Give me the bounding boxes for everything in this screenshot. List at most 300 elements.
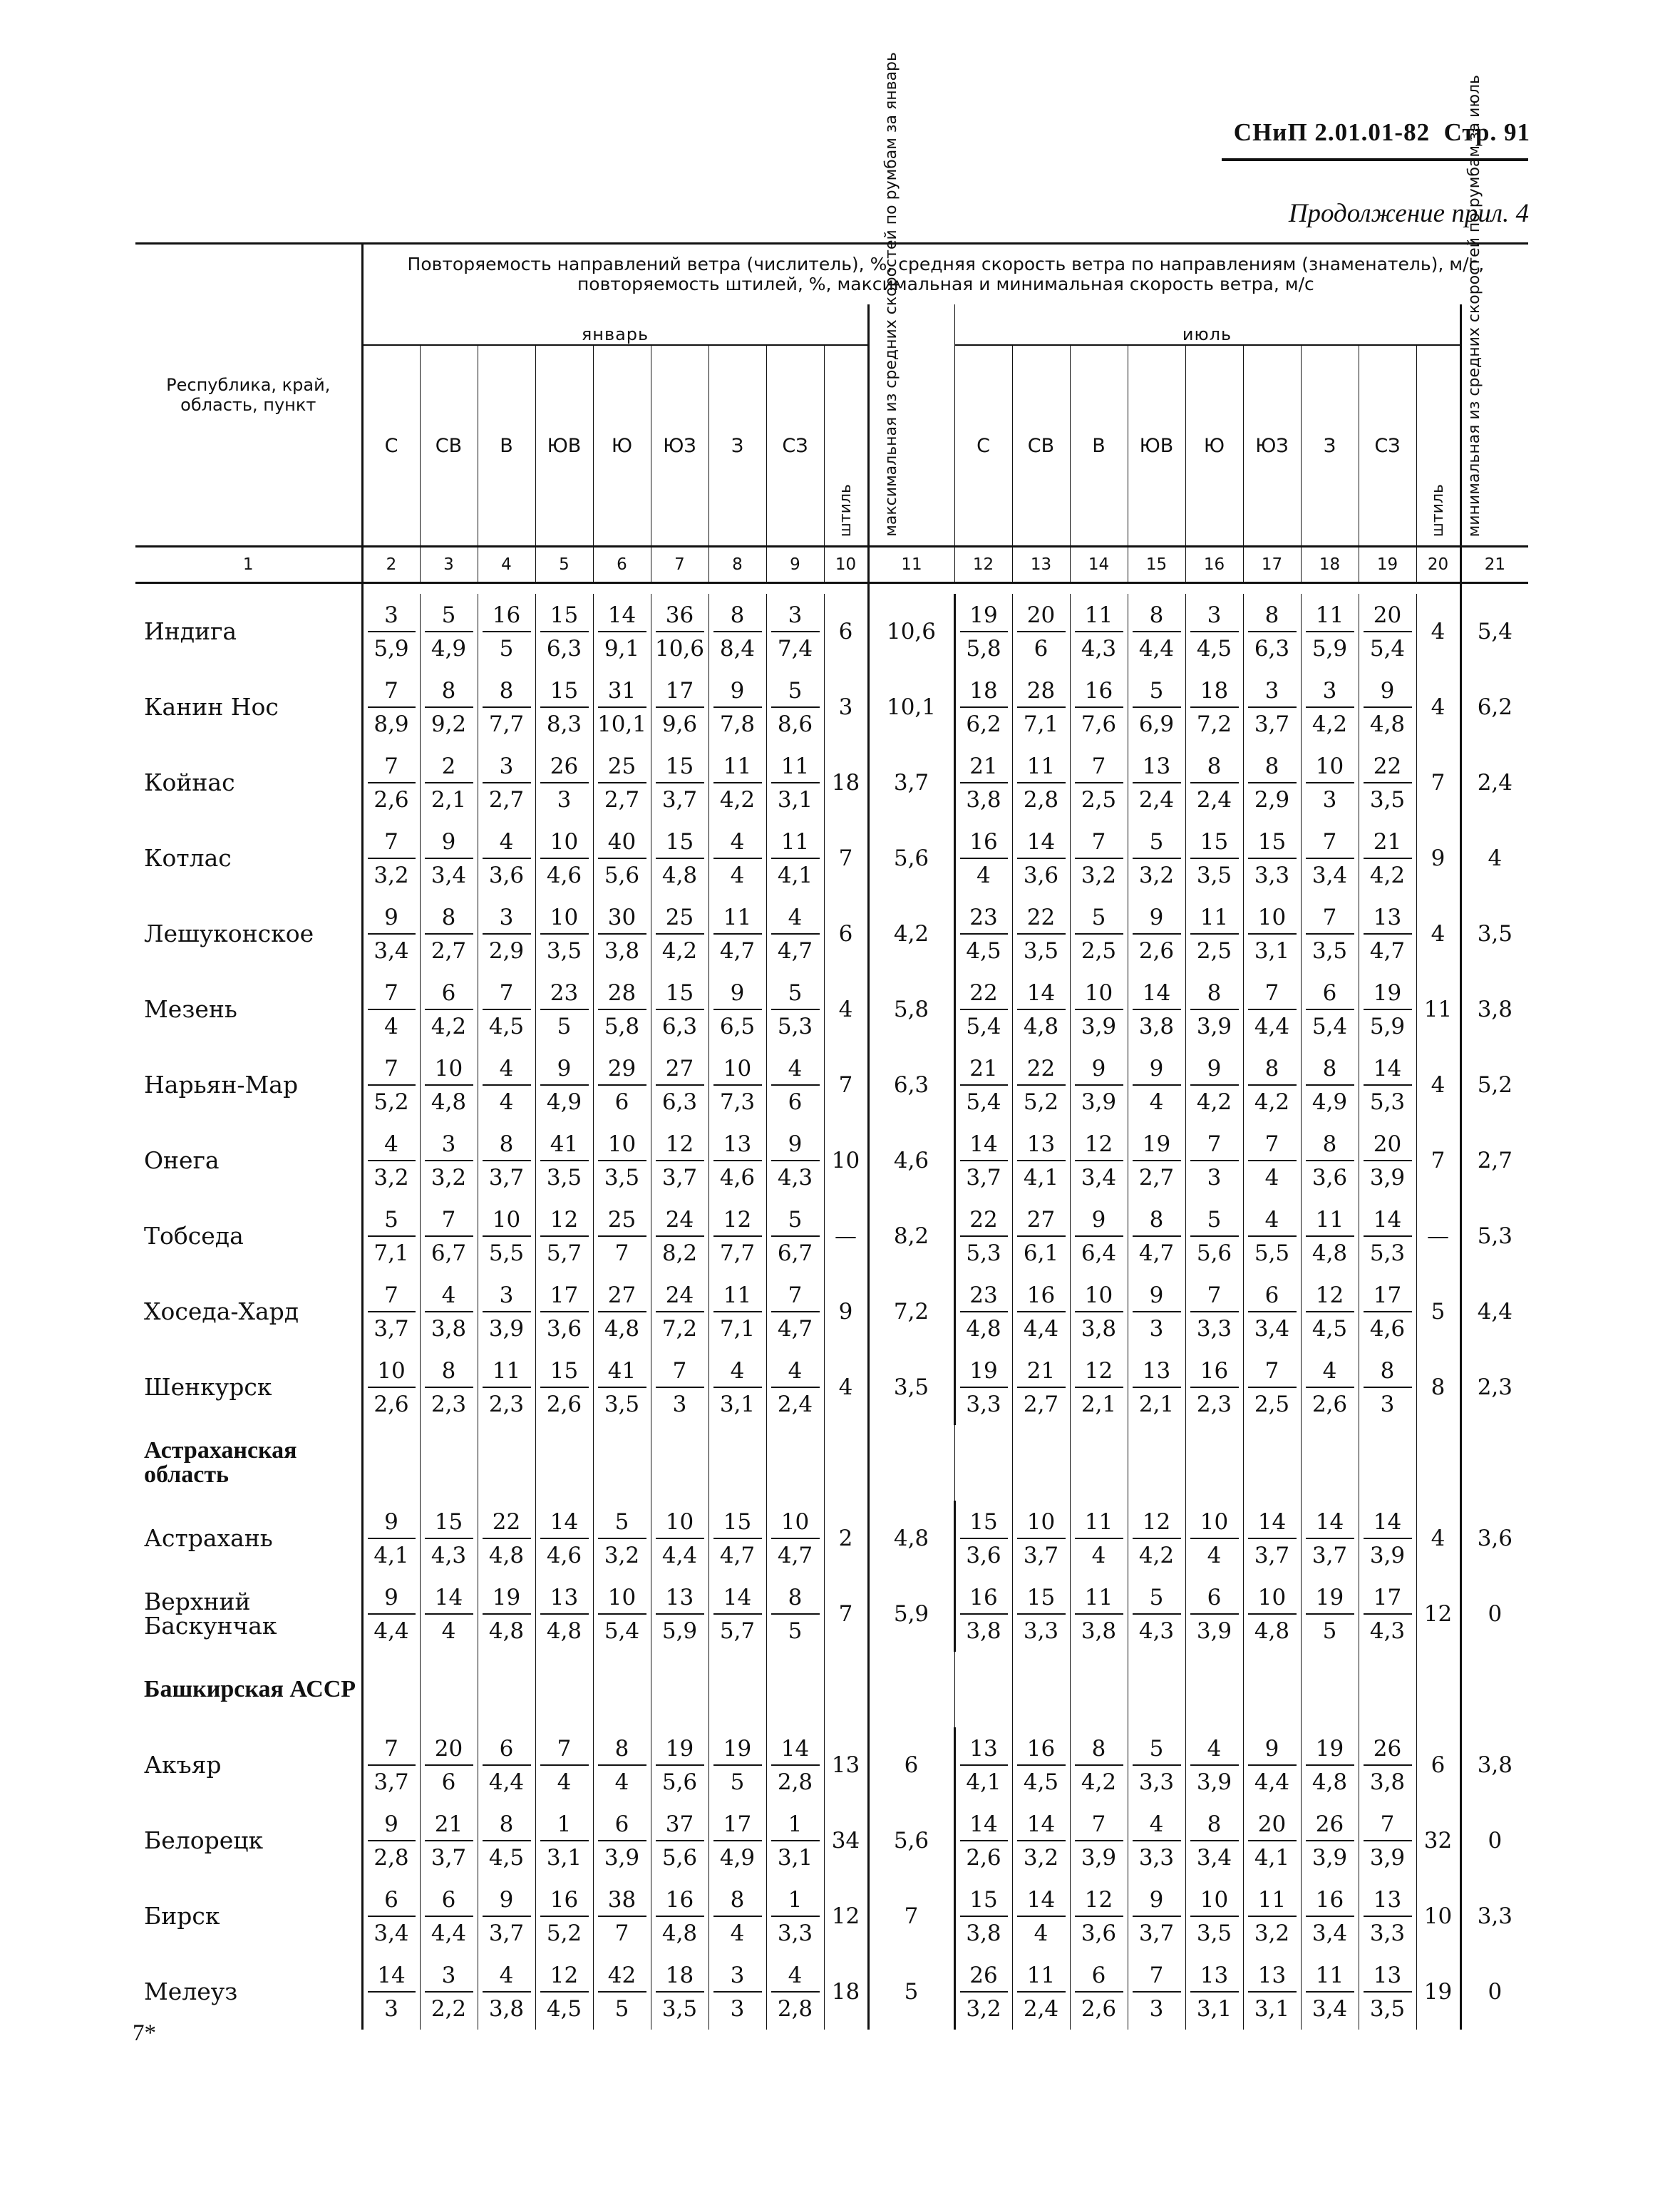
- fraction-bar: [1017, 1311, 1066, 1312]
- fraction-bar: [1248, 1160, 1297, 1161]
- fraction-bar: [1306, 1840, 1354, 1841]
- frequency: 11: [1257, 1886, 1287, 1913]
- point-name: Акъяр: [144, 1751, 222, 1779]
- spacer-cell: [1460, 583, 1528, 595]
- speed: 2,1: [1138, 1391, 1175, 1417]
- fraction-bar: [483, 782, 531, 783]
- fraction-bar: [1306, 1538, 1354, 1539]
- jul-min-speed: 2,3: [1460, 1349, 1528, 1425]
- jan-dir-value: [651, 1123, 708, 1198]
- fraction-bar: [656, 1311, 704, 1312]
- frequency: 20: [1026, 602, 1056, 628]
- spacer-cell: [708, 583, 766, 595]
- frequency: 15: [665, 753, 694, 779]
- jul-dir-value: [1301, 1803, 1359, 1878]
- frequency: 12: [1315, 1282, 1344, 1308]
- speed: 3,9: [1081, 1013, 1117, 1039]
- jan-dir-value: [420, 821, 478, 896]
- jan-dir-value: [362, 1349, 420, 1425]
- frequency: 9: [788, 1131, 803, 1157]
- speed: 3,3: [1023, 1618, 1059, 1644]
- frequency: 5: [384, 1206, 398, 1233]
- jan-dir-value: [651, 1501, 708, 1576]
- frequency: 14: [1026, 980, 1056, 1006]
- section-spacer: [535, 1425, 593, 1501]
- frequency: 3: [441, 1962, 456, 1988]
- column-numbers-row: [135, 547, 1528, 583]
- section-spacer: [420, 1425, 478, 1501]
- jul-dir-value: [954, 821, 1012, 896]
- frequency: 10: [607, 1584, 637, 1610]
- jan-dir-value: [535, 972, 593, 1047]
- frequency: 15: [434, 1508, 463, 1535]
- speed: 3,4: [373, 1920, 409, 1946]
- fraction-bar: [1190, 1991, 1239, 1993]
- frequency: 15: [969, 1508, 998, 1535]
- fraction-bar: [960, 782, 1008, 783]
- frequency: 3: [384, 602, 398, 628]
- fraction-bar: [540, 1084, 589, 1086]
- frequency: 16: [969, 1584, 998, 1610]
- frequency: 11: [780, 828, 810, 855]
- table-row: [135, 1274, 1528, 1349]
- jan-dir-value: [766, 1727, 824, 1803]
- speed: 3,8: [488, 1995, 525, 2022]
- speed: 3: [557, 786, 572, 813]
- fraction-bar: [368, 782, 416, 783]
- jul-dir-value: [1012, 1198, 1070, 1274]
- speed: 4: [730, 862, 745, 888]
- section-spacer: [478, 1652, 535, 1727]
- fraction-bar: [483, 1764, 531, 1766]
- col-number: 17: [1243, 547, 1301, 583]
- fraction-bar: [1017, 1235, 1066, 1237]
- section-spacer: [868, 1652, 954, 1727]
- fraction-bar: [771, 1613, 820, 1615]
- speed: 3,9: [1369, 1844, 1406, 1871]
- speed: 4,7: [777, 1542, 813, 1568]
- frequency: 7: [788, 1282, 803, 1308]
- speed: 4: [1149, 1089, 1164, 1115]
- frequency: 10: [1084, 980, 1113, 1006]
- jan-dir-value: [708, 1123, 766, 1198]
- speed: 4,4: [488, 1769, 525, 1795]
- frequency: 11: [780, 753, 810, 779]
- frequency: 18: [665, 1962, 694, 1988]
- frequency: 5: [1149, 677, 1164, 704]
- jan-dir-value: [478, 896, 535, 972]
- section-spacer: [651, 1652, 708, 1727]
- speed: 5,2: [373, 1089, 409, 1115]
- fraction-bar: [368, 1613, 416, 1615]
- speed: 3,5: [1369, 1995, 1406, 2022]
- speed: 3,9: [1196, 1769, 1232, 1795]
- table-row: [135, 1123, 1528, 1198]
- frequency: 25: [607, 1206, 637, 1233]
- frequency: 12: [665, 1131, 694, 1157]
- fraction-bar: [425, 1764, 473, 1766]
- speed: 3,4: [1311, 862, 1348, 888]
- jul-dir-value: [1359, 1501, 1416, 1576]
- speed: 3,9: [604, 1844, 640, 1871]
- speed: 5: [730, 1769, 745, 1795]
- jan-max-speed: 8,2: [868, 1198, 954, 1274]
- jul-dir-value: [954, 669, 1012, 745]
- jul-dir-value: [1301, 1274, 1359, 1349]
- frequency: 6: [499, 1735, 514, 1762]
- speed: 3,6: [1081, 1920, 1117, 1946]
- jul-dir-value: [954, 896, 1012, 972]
- fraction-bar: [483, 1311, 531, 1312]
- jul-dir-e: В: [1070, 345, 1128, 547]
- fraction-bar: [368, 1840, 416, 1841]
- frequency: 8: [614, 1735, 629, 1762]
- speed: 4,8: [488, 1542, 525, 1568]
- section-spacer: [535, 1652, 593, 1727]
- point-name: Онега: [144, 1146, 220, 1174]
- jul-dir-value: [1185, 1501, 1243, 1576]
- speed: 3,1: [777, 786, 813, 813]
- fraction-bar: [425, 1311, 473, 1312]
- fraction-bar: [368, 1235, 416, 1237]
- table-row: [135, 1501, 1528, 1576]
- spacer-row: [135, 583, 1528, 595]
- frequency: 18: [1200, 677, 1229, 704]
- frequency: 14: [1026, 1811, 1056, 1837]
- fraction-bar: [656, 1387, 704, 1388]
- frequency: 4: [499, 828, 514, 855]
- speed: 4,7: [777, 1315, 813, 1342]
- frequency: 10: [1084, 1282, 1113, 1308]
- frequency: 21: [1373, 828, 1402, 855]
- col-number: 20: [1416, 547, 1460, 583]
- frequency: 15: [665, 980, 694, 1006]
- speed: 3,7: [1254, 711, 1290, 737]
- speed: 3,5: [1196, 862, 1232, 888]
- jul-dir-nw: СЗ: [1359, 345, 1416, 547]
- jul-dir-value: [1012, 594, 1070, 669]
- frequency: 9: [1149, 1886, 1164, 1913]
- jul-dir-value: [1359, 745, 1416, 821]
- frequency: 15: [1026, 1584, 1056, 1610]
- jul-calm: 12: [1416, 1576, 1460, 1652]
- speed: 4,1: [1254, 1844, 1290, 1871]
- speed: 3,4: [1311, 1920, 1348, 1946]
- speed: 3,2: [1023, 1844, 1059, 1871]
- speed: 5,5: [488, 1240, 525, 1266]
- jul-dir-w: З: [1301, 345, 1359, 547]
- fraction-bar: [598, 933, 646, 935]
- jul-dir-value: [1012, 1123, 1070, 1198]
- speed: 4,7: [1369, 937, 1406, 964]
- frequency: 14: [1373, 1206, 1402, 1233]
- speed: 9,1: [604, 635, 640, 662]
- table-row: [135, 821, 1528, 896]
- speed: 3,6: [488, 862, 525, 888]
- jul-dir-value: [1243, 1198, 1301, 1274]
- spacer-cell: [868, 583, 954, 595]
- speed: 3,5: [546, 1164, 582, 1191]
- fraction-bar: [1364, 1840, 1412, 1841]
- fraction-bar: [1248, 1009, 1297, 1010]
- jan-dir-value: [535, 669, 593, 745]
- fraction-bar: [1017, 1387, 1066, 1388]
- fraction-bar: [1364, 706, 1412, 708]
- speed: 5,9: [1369, 1013, 1406, 1039]
- frequency: 8: [1322, 1131, 1337, 1157]
- jan-max-speed: 3,5: [868, 1349, 954, 1425]
- section-spacer: [1070, 1652, 1128, 1727]
- speed: 3,3: [1138, 1844, 1175, 1871]
- speed: 4,9: [431, 635, 467, 662]
- fraction-bar: [1248, 782, 1297, 783]
- jul-dir-value: [1243, 1501, 1301, 1576]
- jul-dir-n: С: [954, 345, 1012, 547]
- speed: 2,7: [1023, 1391, 1059, 1417]
- jan-dir-nw: СЗ: [766, 345, 824, 547]
- fraction-bar: [540, 1235, 589, 1237]
- speed: 5,4: [604, 1618, 640, 1644]
- point-name: Котлас: [144, 844, 232, 872]
- fraction-bar: [1364, 858, 1412, 859]
- speed: 3,9: [1369, 1164, 1406, 1191]
- jul-dir-value: [1185, 1727, 1243, 1803]
- fraction-bar: [483, 706, 531, 708]
- speed: 6,3: [546, 635, 582, 662]
- spacer-cell: [1185, 583, 1243, 595]
- fraction-bar: [1364, 1009, 1412, 1010]
- jan-dir-value: [593, 1123, 651, 1198]
- jul-dir-value: [1301, 594, 1359, 669]
- fraction-bar: [771, 1764, 820, 1766]
- section-spacer: [1012, 1425, 1070, 1501]
- spacer-cell: [1301, 583, 1359, 595]
- frequency: 12: [1084, 1131, 1113, 1157]
- speed: 3,9: [1311, 1844, 1348, 1871]
- section-spacer: [1243, 1652, 1301, 1727]
- frequency: 6: [1322, 980, 1337, 1006]
- section-spacer: [954, 1425, 1012, 1501]
- jan-dir-value: [478, 1954, 535, 2030]
- jul-dir-value: [1243, 1803, 1301, 1878]
- fraction-bar: [1075, 933, 1123, 935]
- fraction-bar: [960, 1916, 1008, 1917]
- speed: 2,4: [1023, 1995, 1059, 2022]
- frequency: 11: [1084, 602, 1113, 628]
- jan-dir-value: [651, 594, 708, 669]
- frequency: 11: [1084, 1584, 1113, 1610]
- fraction-bar: [771, 1840, 820, 1841]
- table-caption: Повторяемость направлений ветра (числитель), %, средняя скорость ветра по направлениям (знаменатель), м/с, повторяемость штилей, %, максимальная и минимальная скорость ветра, м/с: [362, 244, 1528, 304]
- speed: 4,7: [777, 937, 813, 964]
- jan-calm: 7: [824, 821, 868, 896]
- jul-dir-value: [1012, 1576, 1070, 1652]
- fraction-bar: [483, 1387, 531, 1388]
- frequency: 4: [730, 828, 745, 855]
- speed: 9,6: [661, 711, 698, 737]
- jul-dir-value: [1012, 1501, 1070, 1576]
- fraction-bar: [1190, 1084, 1239, 1086]
- jan-dir-value: [420, 896, 478, 972]
- jan-calm: 34: [824, 1803, 868, 1878]
- fraction-bar: [1248, 706, 1297, 708]
- fraction-bar: [1133, 1991, 1181, 1993]
- fraction-bar: [713, 706, 762, 708]
- frequency: 8: [1322, 1055, 1337, 1081]
- frequency: 41: [607, 1357, 637, 1384]
- fraction-bar: [598, 1991, 646, 1993]
- fraction-bar: [960, 1387, 1008, 1388]
- speed: 5: [788, 1618, 803, 1644]
- fraction-bar: [960, 1235, 1008, 1237]
- fraction-bar: [1306, 1613, 1354, 1615]
- jan-dir-value: [708, 896, 766, 972]
- jan-dir-value: [420, 1803, 478, 1878]
- frequency: 13: [1200, 1962, 1229, 1988]
- speed: 10,6: [654, 635, 705, 662]
- frequency: 14: [723, 1584, 752, 1610]
- fraction-bar: [1190, 1840, 1239, 1841]
- frequency: 9: [1149, 1055, 1164, 1081]
- jan-calm: 7: [824, 1047, 868, 1123]
- frequency: 7: [1091, 828, 1106, 855]
- jul-dir-value: [1185, 1123, 1243, 1198]
- frequency: 7: [384, 980, 398, 1006]
- fraction-bar: [1075, 1538, 1123, 1539]
- table-body: [135, 583, 1528, 2030]
- jan-dir-value: [651, 972, 708, 1047]
- jul-dir-value: [1070, 594, 1128, 669]
- frequency: 8: [788, 1584, 803, 1610]
- frequency: 8: [730, 602, 745, 628]
- speed: 4,8: [604, 1315, 640, 1342]
- jul-dir-value: [1128, 1349, 1185, 1425]
- frequency: 4: [788, 1055, 803, 1081]
- fraction-bar: [1306, 1916, 1354, 1917]
- frequency: 7: [1264, 980, 1279, 1006]
- frequency: 23: [969, 904, 998, 930]
- jul-dir-value: [1012, 669, 1070, 745]
- section-spacer: [1128, 1425, 1185, 1501]
- fraction-bar: [368, 858, 416, 859]
- speed: 3: [672, 1391, 687, 1417]
- jan-calm: 18: [824, 745, 868, 821]
- fraction-bar: [1017, 1991, 1066, 1993]
- jul-calm: 4: [1416, 1047, 1460, 1123]
- speed: 3,1: [719, 1391, 756, 1417]
- frequency: 4: [499, 1055, 514, 1081]
- speed: 4,8: [1369, 711, 1406, 737]
- jul-dir-value: [1359, 1198, 1416, 1274]
- jan-dir-value: [420, 1576, 478, 1652]
- frequency: 1: [788, 1811, 803, 1837]
- speed: 6,3: [661, 1013, 698, 1039]
- jan-dir-value: [478, 1274, 535, 1349]
- point-name: Лешуконское: [144, 920, 314, 947]
- col-number: 1: [135, 547, 362, 583]
- jan-dir-value: [593, 821, 651, 896]
- frequency: 4: [730, 1357, 745, 1384]
- fraction-bar: [713, 631, 762, 632]
- frequency: 19: [969, 602, 998, 628]
- frequency: 14: [550, 1508, 579, 1535]
- speed: 2,6: [546, 1391, 582, 1417]
- frequency: 5: [614, 1508, 629, 1535]
- jan-dir-value: [420, 594, 478, 669]
- jul-dir-value: [1012, 1274, 1070, 1349]
- speed: 2,7: [431, 937, 467, 964]
- jul-dir-value: [1243, 594, 1301, 669]
- frequency: 14: [1026, 1886, 1056, 1913]
- frequency: 6: [1207, 1584, 1222, 1610]
- section-spacer: [1243, 1425, 1301, 1501]
- frequency: 19: [492, 1584, 521, 1610]
- speed: 4,3: [777, 1164, 813, 1191]
- section-spacer: [1301, 1652, 1359, 1727]
- speed: 3,7: [661, 1164, 698, 1191]
- frequency: 15: [550, 602, 579, 628]
- frequency: 27: [1026, 1206, 1056, 1233]
- fraction-bar: [1075, 1840, 1123, 1841]
- speed: 4: [1207, 1542, 1222, 1568]
- table-row: [135, 1047, 1528, 1123]
- speed: 2,5: [1196, 937, 1232, 964]
- jul-calm: 6: [1416, 1727, 1460, 1803]
- fraction-bar: [1364, 1387, 1412, 1388]
- speed: 5: [499, 635, 514, 662]
- frequency: 13: [550, 1584, 579, 1610]
- section-spacer: [1070, 1425, 1128, 1501]
- speed: 4,5: [488, 1013, 525, 1039]
- speed: 3,5: [1023, 937, 1059, 964]
- speed: 2,8: [777, 1769, 813, 1795]
- jan-dir-value: [593, 669, 651, 745]
- speed: 3,5: [1369, 786, 1406, 813]
- jan-dir-value: [420, 669, 478, 745]
- speed: 5: [1322, 1618, 1337, 1644]
- spacer-cell: [766, 583, 824, 595]
- jul-dir-value: [1359, 1803, 1416, 1878]
- frequency: 3: [1207, 602, 1222, 628]
- col-number: 8: [708, 547, 766, 583]
- frequency: 1: [788, 1886, 803, 1913]
- frequency: 10: [1026, 1508, 1056, 1535]
- speed: 3,8: [1081, 1618, 1117, 1644]
- frequency: 8: [1207, 1811, 1222, 1837]
- frequency: 11: [1200, 904, 1229, 930]
- frequency: 8: [1264, 602, 1279, 628]
- col-number: 18: [1301, 547, 1359, 583]
- jul-dir-value: [1359, 1047, 1416, 1123]
- fraction-bar: [771, 1009, 820, 1010]
- fraction-bar: [598, 1613, 646, 1615]
- jul-dir-value: [1012, 1803, 1070, 1878]
- jul-calm: 11: [1416, 972, 1460, 1047]
- jan-dir-value: [593, 745, 651, 821]
- frequency: 13: [1257, 1962, 1287, 1988]
- speed: 2,6: [373, 1391, 409, 1417]
- jan-dir-value: [766, 1878, 824, 1954]
- frequency: 23: [550, 980, 579, 1006]
- frequency: 4: [499, 1962, 514, 1988]
- speed: 3,3: [1369, 1920, 1406, 1946]
- jul-dir-value: [954, 1576, 1012, 1652]
- point-name: Индига: [144, 617, 237, 645]
- speed: 7: [614, 1920, 629, 1946]
- jan-dir-value: [478, 594, 535, 669]
- speed: 7,1: [719, 1315, 756, 1342]
- jan-calm: 9: [824, 1274, 868, 1349]
